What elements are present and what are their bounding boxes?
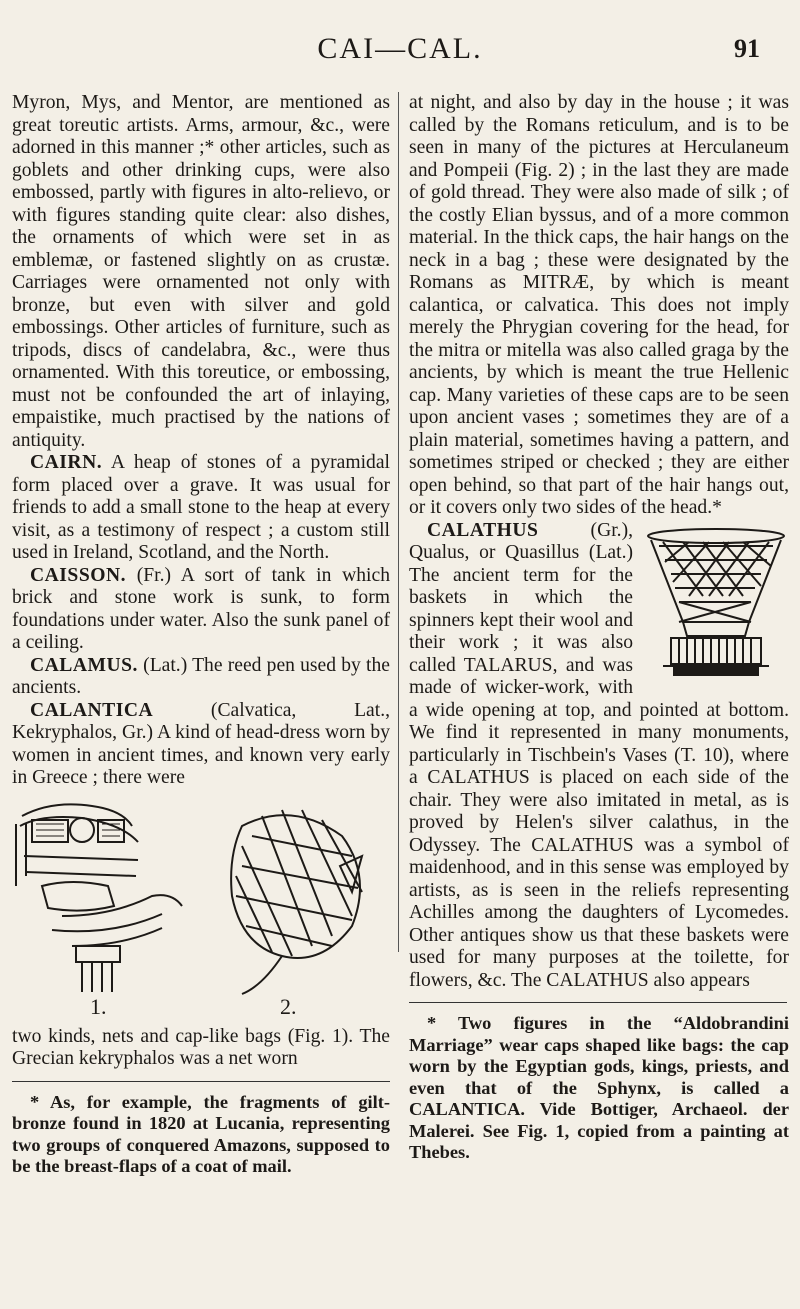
right-footnote-rule xyxy=(409,1002,787,1003)
running-head: CAI—CAL. xyxy=(317,32,483,65)
left-footnote: * As, for example, the fragments of gilt-bronze found in 1820 at Lucania, representing two groups of conquered Amazons, supposed to be the breast-flaps of a coat of mail. xyxy=(12,1091,390,1176)
headword-calathus: CALATHUS xyxy=(427,519,539,541)
figure-1-illustration xyxy=(12,796,200,996)
left-paragraph-after-figures: two kinds, nets and cap-like bags (Fig. 1). The Grecian kekryphalos was a net worn xyxy=(12,1025,390,1069)
left-column xyxy=(12,92,390,1178)
entry-caisson-text: (Fr.) A sort of tank in which brick and stone work is sunk, to form foundations under water. Also the sunk panel of a ceiling. xyxy=(12,564,390,653)
headword-calamus: CALAMUS. xyxy=(30,654,138,676)
entry-calathus xyxy=(409,520,789,993)
entry-calantica xyxy=(12,700,390,790)
headword-caisson: CAISSON. xyxy=(30,564,127,586)
right-column xyxy=(409,92,789,1164)
entry-cairn-text: A heap of stones of a pyramidal form placed over a grave. It was usual for friends to add a small stone to the heap at every visit, as a testimony of respect ; a custom still used in Ireland, Scotland, and the North. xyxy=(12,452,390,563)
entry-calantica-text: (Calvatica, Lat., Kekryphalos, Gr.) A kind of head-dress worn by women in ancient times, and known very early in Greece ; there were xyxy=(12,699,390,788)
figures-1-2 xyxy=(12,796,390,1022)
entry-caisson xyxy=(12,565,390,655)
entry-cairn xyxy=(12,452,390,565)
calathus-basket-illustration xyxy=(643,526,789,678)
headword-calantica: CALANTICA xyxy=(30,699,154,721)
entry-calamus xyxy=(12,655,390,700)
page-number: 91 xyxy=(734,34,760,63)
figure-1-label: 1. xyxy=(90,993,107,1019)
figure-2-illustration xyxy=(202,796,390,996)
figure-2-label: 2. xyxy=(280,993,297,1019)
column-divider xyxy=(398,92,399,952)
left-footnote-rule xyxy=(12,1081,390,1082)
left-paragraph-1: Myron, Mys, and Mentor, are mentioned as great toreutic artists. Arms, armour, &c., were adorned in this manner ;* other articles, such as goblets and other drinking cups, were also embossed, partly with figures in alto-relievo, or with figures standing quite clear: also dishes, the ornaments of which were set in as emblemæ, or fastened slightly on as crustæ. Carriages were ornamented not only with bronze, but even with silver and gold embossings. Other articles of furniture, such as tripods, discs of candelabra, &c., were thus ornamented. With this toreutice, or embossing, must not be confounded the art of inlaying, empaistike, much practised by the nations of antiquity. xyxy=(12,92,390,451)
right-paragraph-1: at night, and also by day in the house ; it was called by the Romans reticulum, and is to be seen in many of the pictures at Herculaneum and Pompeii (Fig. 2) ; in the last they are made of gold thread. They were also made of silk ; of the costly Elian byssus, and of a more common material. In the thick caps, the hair hangs on the neck in a bag ; these were designated by the Romans as MITRÆ, by which is meant calantica, or calvatica. This does not imply merely the Phrygian covering for the head, for the mitra or mitella was also called graga by the ancients, by which is meant the true Hellenic cap. Many varieties of these caps are to be seen upon ancient vases ; sometimes they are of a plain material, sometimes having a pattern, and sometimes striped or checked ; they are either open behind, so that part of the hair hangs out, or it covers only two sides of the head.* xyxy=(409,92,789,518)
headword-cairn: CAIRN. xyxy=(30,452,103,473)
entry-calathus-text: (Gr.), Qualus, or Quasillus (Lat.) The ancient term for the baskets in which the spinners kept their wool and their work ; it was also called TALARUS, and was made of wicker-work, with a wide opening at top, and pointed at bottom. We find it represented in many monuments, particularly in Tischbein's Vases (T. 10), where a CALATHUS is placed on each side of the chair. They were also imitated in metal, as is proved by Helen's silver calathus, in the Odyssey. The CALATHUS was a symbol of maidenhood, and in this sense was employed by artists, as is seen in the reliefs representing Achilles among the daughters of Lycomedes. Other antiques show us that these baskets were used for many purposes at the toilette, for flowers, &c. The CALATHUS also appears xyxy=(409,519,789,991)
entry-calamus-text: (Lat.) The reed pen used by the ancients. xyxy=(12,654,390,698)
right-footnote: * Two figures in the “Aldobrandini Marriage” wear caps shaped like bags: the cap worn by the Egyptian gods, kings, priests, and even that of the Sphynx, is called a CALANTICA. Vide Bottiger, Archaeol. der Malerei. See Fig. 1, copied from a painting at Thebes. xyxy=(409,1013,789,1162)
